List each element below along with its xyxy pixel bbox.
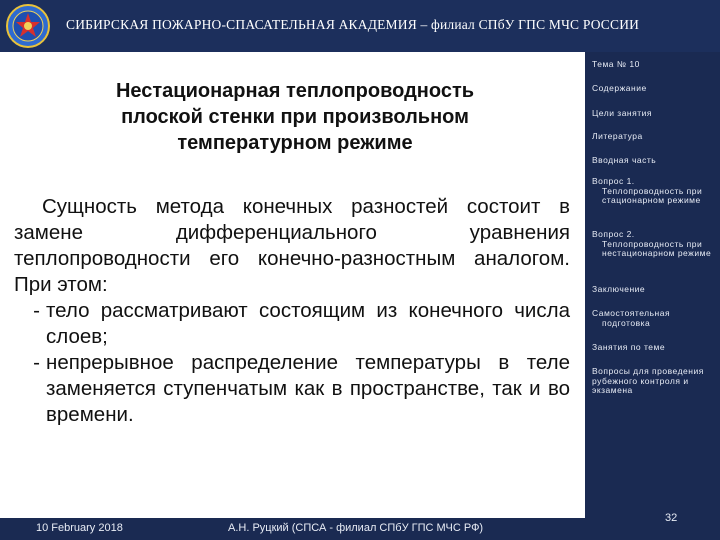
nav-label: Занятия по теме — [592, 342, 666, 352]
nav-item-self-study[interactable] — [592, 309, 716, 328]
nav-label: Заключение — [592, 284, 646, 294]
nav-item-exam-questions[interactable] — [592, 367, 710, 396]
header-bar — [0, 0, 720, 52]
body-paragraph: Сущность метода конечных разностей состоит в замене дифференциального уравнения теплопроводности его конечно-разностным аналогом. При этом: — [14, 195, 570, 296]
bullet-item — [14, 298, 570, 350]
nav-item-conclusion[interactable] — [592, 285, 716, 295]
nav-sublabel: подготовка — [602, 317, 651, 328]
bullet-mark: - — [33, 299, 40, 322]
slide-title-line: Нестационарная теплопроводность — [115, 80, 475, 102]
slide-content — [0, 52, 585, 518]
nav-item-intro[interactable] — [592, 156, 716, 166]
footer-date: 10 February 2018 — [36, 522, 123, 534]
nav-item-topic-classes[interactable] — [592, 343, 716, 353]
slide-title — [60, 78, 530, 156]
nav-label: Литература — [592, 131, 643, 141]
bullet-text: тело рассматривают состоящим из конечного числа слоев; — [46, 299, 570, 348]
nav-label: Тема № 10 — [592, 59, 640, 69]
nav-label: Содержание — [592, 83, 647, 93]
nav-item-question-2[interactable] — [592, 230, 716, 259]
nav-item-topic[interactable] — [592, 60, 716, 70]
bullet-item — [14, 350, 570, 428]
nav-item-literature[interactable] — [592, 132, 716, 142]
nav-sublabel: Теплопроводность при стационарном режиме — [602, 185, 703, 205]
nav-item-question-1[interactable] — [592, 177, 716, 206]
nav-label: Вопрос 1. — [592, 176, 635, 186]
slide-title-line: температурном режиме — [177, 132, 413, 154]
academy-emblem-icon — [6, 4, 50, 48]
nav-item-goals[interactable] — [592, 109, 716, 119]
navigation-sidebar — [586, 52, 720, 518]
academy-title: СИБИРСКАЯ ПОЖАРНО-СПАСАТЕЛЬНАЯ АКАДЕМИЯ – филиал СПбУ ГПС МЧС РОССИИ — [66, 17, 640, 32]
nav-item-contents[interactable] — [592, 84, 716, 94]
nav-label: Вопрос 2. — [592, 229, 635, 239]
nav-label: Вводная часть — [592, 155, 657, 165]
nav-label: Вопросы для проведения рубежного контроля и экзамена — [592, 366, 704, 395]
nav-label: Цели занятия — [592, 108, 652, 118]
slide-title-line: плоской стенки при произвольном — [121, 106, 469, 128]
page-number: 32 — [665, 512, 678, 524]
bullet-mark: - — [33, 351, 40, 374]
nav-sublabel: Теплопроводность при нестационарном режиме — [602, 238, 712, 258]
bullet-text: непрерывное распределение температуры в теле заменяется ступенчатым как в пространстве, так и во времени. — [46, 351, 570, 426]
slide-body — [14, 194, 570, 428]
nav-label: Самостоятельная — [592, 308, 671, 318]
footer-author: А.Н. Руцкий (СПСА - филиал СПбУ ГПС МЧС РФ) — [228, 522, 484, 534]
